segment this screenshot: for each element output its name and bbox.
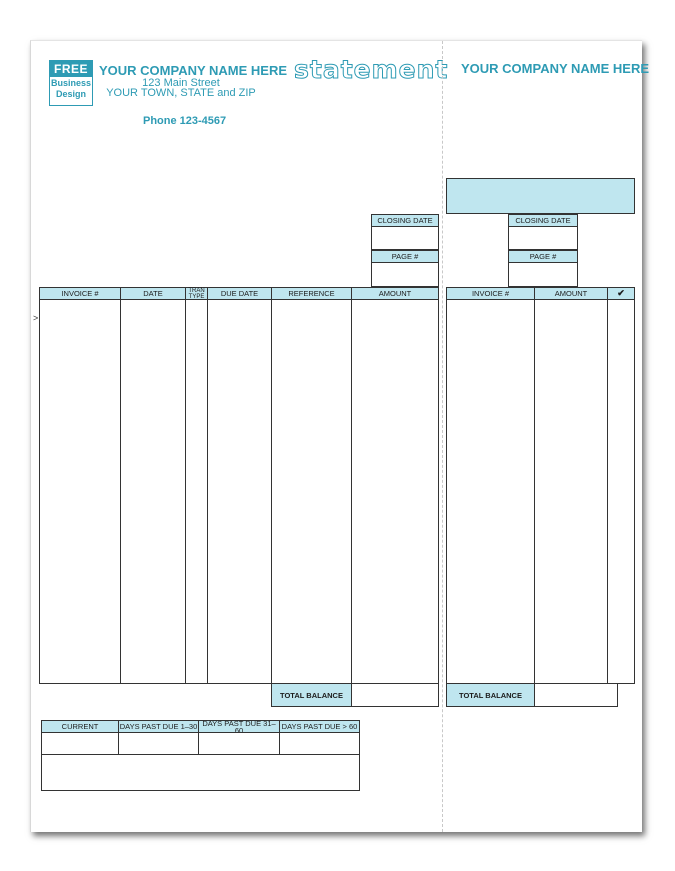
stub-col-check-header: ✔	[607, 287, 635, 300]
page-number-label: PAGE #	[371, 250, 439, 263]
aging-current-header: CURRENT	[41, 720, 119, 733]
col-date-header: DATE	[120, 287, 186, 300]
stub-col-invoice-header: INVOICE #	[446, 287, 535, 300]
company-phone: Phone 123-4567	[143, 115, 227, 127]
company-street: 123 Main Street	[142, 77, 220, 89]
company-name: YOUR COMPANY NAME HERE	[99, 63, 288, 78]
page-number-field	[371, 262, 439, 287]
invoice-table-body	[39, 299, 439, 684]
perforation-line	[442, 41, 443, 832]
total-balance-label: TOTAL BALANCE	[271, 683, 352, 707]
company-city: YOUR TOWN, STATE and ZIP	[106, 87, 256, 99]
aging-over-60-field	[279, 732, 360, 755]
col-amount-header: AMOUNT	[351, 287, 439, 300]
aging-1-30-field	[118, 732, 199, 755]
stub-address-window	[446, 178, 635, 214]
closing-date-label: CLOSING DATE	[371, 214, 439, 227]
aging-31-60-field	[198, 732, 280, 755]
col-divider	[185, 299, 186, 684]
col-divider	[207, 299, 208, 684]
col-invoice-header: INVOICE #	[39, 287, 121, 300]
stub-total-balance-label: TOTAL BALANCE	[446, 683, 535, 707]
col-reference-header: REFERENCE	[271, 287, 352, 300]
stub-company-name: YOUR COMPANY NAME HERE	[461, 61, 650, 76]
aging-over-60-header: DAYS PAST DUE > 60	[279, 720, 360, 733]
col-divider	[271, 299, 272, 684]
stub-closing-date-field	[508, 226, 578, 250]
stub-col-amount-header: AMOUNT	[534, 287, 608, 300]
logo	[49, 60, 93, 106]
stub-page-number-field	[508, 262, 578, 287]
message-box	[41, 754, 360, 791]
statement-form	[30, 40, 650, 832]
stub-col-divider	[534, 299, 535, 684]
col-divider	[120, 299, 121, 684]
stub-col-divider	[607, 299, 608, 684]
col-divider	[351, 299, 352, 684]
aging-1-30-header: DAYS PAST DUE 1–30	[119, 722, 198, 731]
logo-design-text: Design	[55, 89, 86, 99]
feed-marker: >	[33, 313, 39, 323]
aging-current-field	[41, 732, 119, 755]
stub-closing-date-label: CLOSING DATE	[508, 214, 578, 227]
table-bottom-line	[39, 683, 271, 684]
logo-business-text: Business	[50, 78, 92, 88]
stub-page-number-label: PAGE #	[508, 250, 578, 263]
statement-title: statement	[294, 55, 449, 84]
total-balance-field	[351, 683, 439, 707]
tran-type-line2: TYPE	[188, 293, 205, 300]
logo-free-text: FREE	[50, 61, 92, 77]
tran-type-line1: TRAN	[188, 287, 205, 294]
stub-total-balance-field	[534, 683, 618, 707]
col-due-date-header: DUE DATE	[207, 287, 272, 300]
aging-31-60-header: DAYS PAST DUE 31–60	[198, 720, 280, 733]
closing-date-field	[371, 226, 439, 250]
